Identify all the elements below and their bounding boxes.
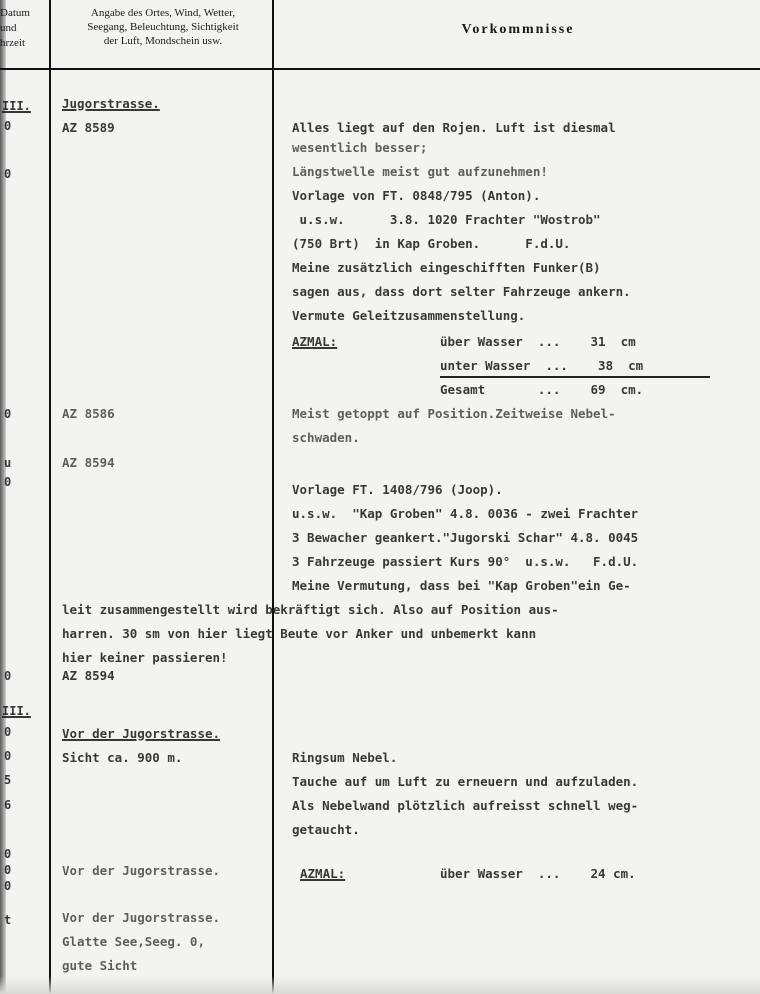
event-line: Ringsum Nebel. [292, 750, 398, 765]
event-line: getaucht. [292, 822, 360, 837]
event-line: schwaden. [292, 430, 360, 445]
event-line-wide: hier keiner passieren! [62, 650, 228, 665]
event-line: Meine zusätzlich eingeschifften Funker(B) [292, 260, 601, 275]
header-location [54, 6, 272, 48]
time-mark: u [4, 456, 12, 470]
location-note: Vor der Jugorstrasse. [62, 863, 221, 878]
sea-state-note: Glatte See,Seeg. 0, [62, 934, 205, 949]
time-mark: 0 [4, 725, 12, 739]
header-datum-line2: und [0, 22, 17, 34]
grid-position: AZ 8594 [62, 668, 115, 683]
event-line: Als Nebelwand plötzlich aufreisst schnell weg- [292, 798, 639, 813]
header-location-line1: Angabe des Ortes, Wind, Wetter, [90, 7, 236, 19]
date-mark: III. [2, 99, 31, 113]
event-line-underlined: Vorlage FT. 1408/796 (Joop). [292, 482, 503, 497]
header-rule [0, 68, 760, 70]
time-mark: 5 [4, 773, 12, 787]
event-line: Tauche auf um Luft zu erneuern und aufzuladen. [292, 774, 639, 789]
event-line-wide: harren. 30 sm von hier liegt Beute vor Anker und unbemerkt kann [62, 626, 537, 641]
grid-position: AZ 8586 [62, 406, 115, 421]
measurement-total: Gesamt ... 69 cm. [440, 382, 644, 397]
time-mark: 0 [4, 669, 12, 683]
time-mark: 0 [4, 475, 12, 489]
measurement-row: über Wasser ... 24 cm. [440, 866, 636, 881]
time-mark: 6 [4, 798, 12, 812]
grid-position: AZ 8594 [62, 455, 115, 470]
time-mark: 0 [4, 847, 12, 861]
sum-rule [440, 376, 710, 378]
time-mark: t [4, 913, 12, 927]
time-mark: 0 [4, 407, 12, 421]
visibility-note: Sicht ca. 900 m. [62, 750, 183, 765]
event-line: 3 Fahrzeuge passiert Kurs 90° u.s.w. F.d.U. [292, 554, 639, 569]
page-edge-shadow [0, 0, 6, 994]
event-line-underlined: Vorlage von FT. 0848/795 (Anton). [292, 188, 541, 203]
azmal-label: AZMAL: [292, 334, 338, 349]
column-divider-2 [272, 0, 274, 994]
time-mark: 0 [4, 879, 12, 893]
event-line: sagen aus, dass dort selter Fahrzeuge ankern. [292, 284, 631, 299]
location-heading: Jugorstrasse. [62, 96, 160, 111]
event-line-wide: leit zusammengestellt wird bekräftigt sich. Also auf Position aus- [62, 602, 559, 617]
event-line: Längstwelle meist gut aufzunehmen! [292, 164, 548, 179]
measurement-row: unter Wasser ... 38 cm [440, 358, 644, 373]
page-bottom-shadow [0, 976, 760, 994]
grid-position: AZ 8589 [62, 120, 115, 135]
event-line: u.s.w. "Kap Groben" 4.8. 0036 - zwei Frachter [292, 506, 639, 521]
event-line: Vermute Geleitzusammenstellung. [292, 308, 526, 323]
header-events: Vorkommnisse [461, 22, 575, 37]
event-line: u.s.w. 3.8. 1020 Frachter "Wostrob" [292, 212, 601, 227]
time-mark: 0 [4, 749, 12, 763]
header-location-line2: Seegang, Beleuchtung, Sichtigkeit [87, 21, 239, 33]
event-line: 3 Bewacher geankert."Jugorski Schar" 4.8. 0045 [292, 530, 639, 545]
measurement-row: über Wasser ... 31 cm [440, 334, 636, 349]
event-line: Meist getoppt auf Position.Zeitweise Nebel- [292, 406, 616, 421]
time-mark: 0 [4, 167, 12, 181]
date-mark: III. [2, 704, 31, 718]
visibility-note: gute Sicht [62, 958, 138, 973]
event-line: (750 Brt) in Kap Groben. F.d.U. [292, 236, 571, 251]
azmal-label: AZMAL: [300, 866, 346, 881]
column-divider-1 [49, 0, 51, 994]
location-note: Vor der Jugorstrasse. [62, 910, 221, 925]
time-mark: 0 [4, 863, 12, 877]
event-line: wesentlich besser; [292, 140, 428, 155]
time-mark: 0 [4, 119, 12, 133]
header-datum-line1: Datum [0, 7, 30, 19]
header-location-line3: der Luft, Mondschein usw. [103, 35, 223, 47]
event-line: Meine Vermutung, dass bei "Kap Groben"ein Ge- [292, 578, 631, 593]
header-datum-line3: hrzeit [0, 37, 26, 49]
header-datum [0, 6, 48, 51]
location-heading: Vor der Jugorstrasse. [62, 726, 221, 741]
event-line: Alles liegt auf den Rojen. Luft ist diesmal [292, 120, 616, 135]
